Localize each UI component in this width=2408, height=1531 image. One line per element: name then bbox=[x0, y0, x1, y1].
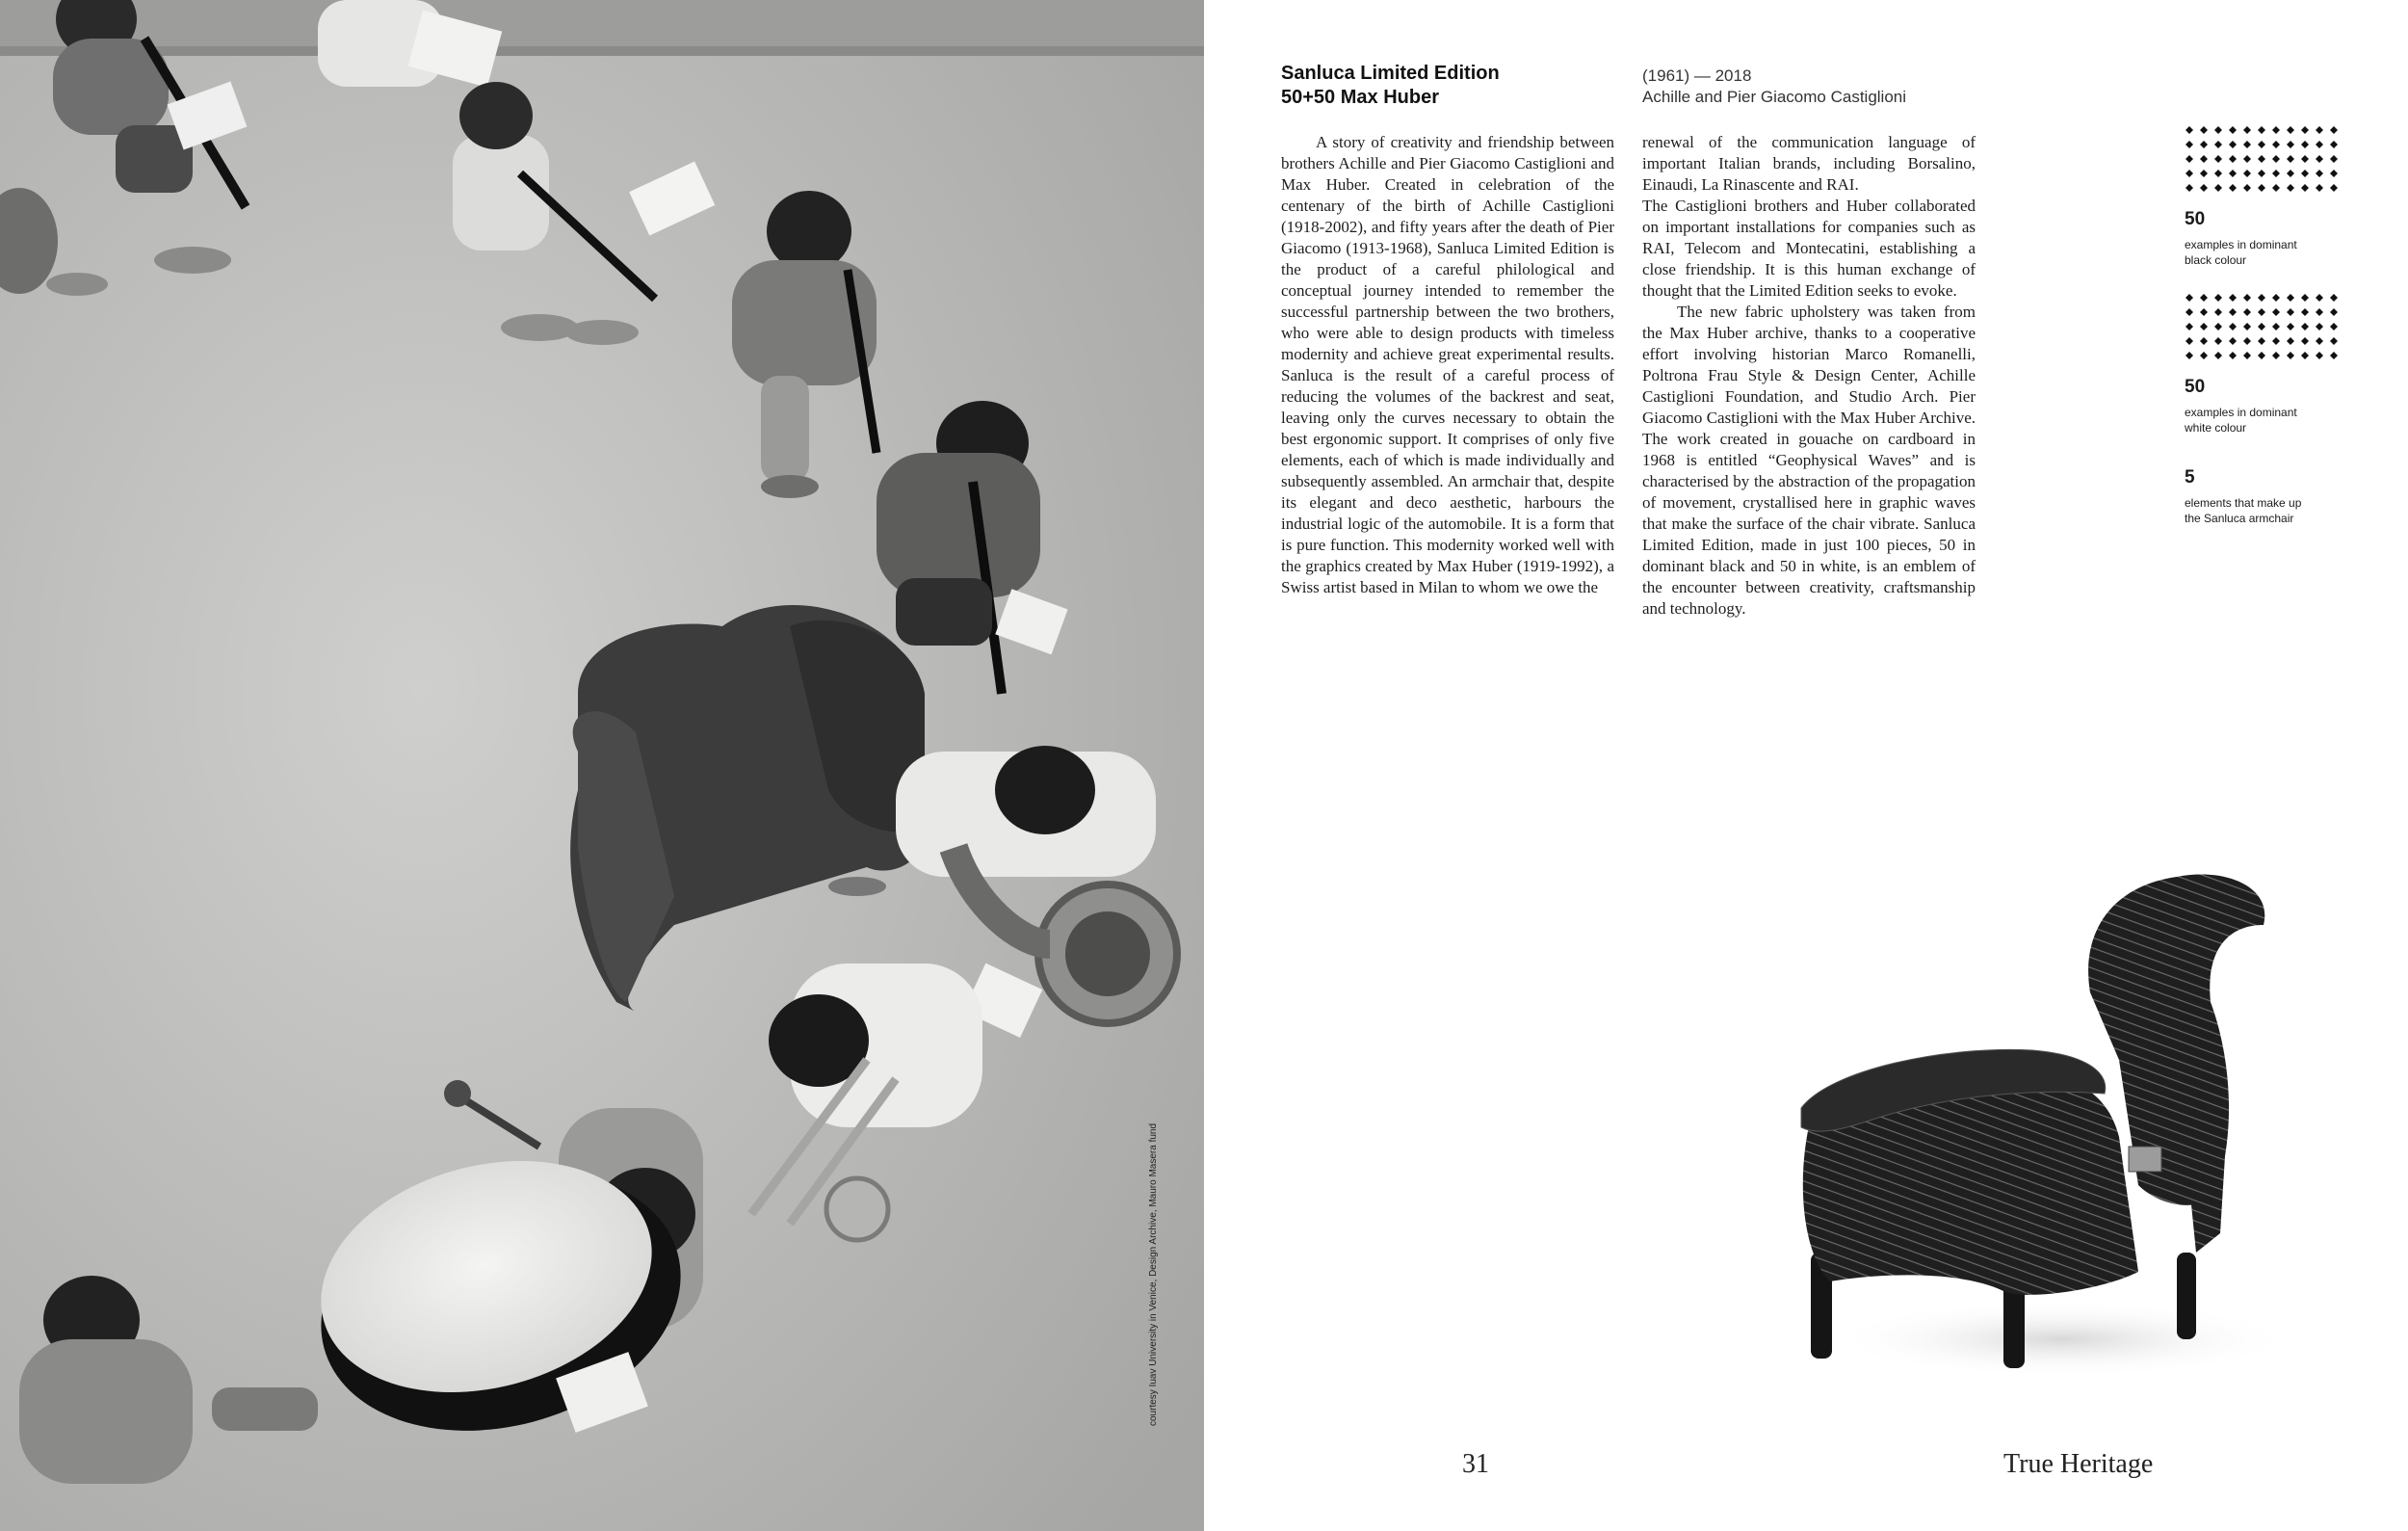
stat-number: 50 bbox=[2185, 377, 2206, 397]
dot-mark bbox=[2200, 184, 2208, 192]
dot-mark bbox=[2258, 170, 2265, 177]
dot-mark bbox=[2243, 337, 2251, 345]
dot-mark bbox=[2186, 337, 2193, 345]
dot-mark bbox=[2200, 352, 2208, 359]
dot-mark bbox=[2272, 308, 2280, 316]
dot-mark bbox=[2243, 170, 2251, 177]
dot-mark bbox=[2301, 323, 2309, 330]
dot-mark bbox=[2229, 170, 2237, 177]
dot-mark bbox=[2258, 141, 2265, 148]
dot-mark bbox=[2272, 294, 2280, 302]
dot-mark bbox=[2186, 126, 2193, 134]
dot-mark bbox=[2272, 352, 2280, 359]
dot-mark bbox=[2287, 323, 2294, 330]
dot-mark bbox=[2229, 126, 2237, 134]
dot-mark bbox=[2214, 294, 2222, 302]
dot-mark bbox=[2243, 352, 2251, 359]
article-dates: (1961) — 2018 bbox=[1642, 66, 1752, 85]
dot-mark bbox=[2272, 155, 2280, 163]
dot-mark bbox=[2229, 184, 2237, 192]
dot-mark bbox=[2330, 323, 2338, 330]
text-column-1 bbox=[1281, 132, 1614, 598]
dot-mark bbox=[2316, 184, 2323, 192]
dot-mark bbox=[2272, 323, 2280, 330]
dot-mark bbox=[2316, 337, 2323, 345]
dot-mark bbox=[2287, 141, 2294, 148]
dot-mark bbox=[2200, 141, 2208, 148]
dot-mark bbox=[2214, 352, 2222, 359]
dot-grid-white-icon bbox=[2185, 293, 2348, 370]
dot-mark bbox=[2301, 141, 2309, 148]
stat-label: examples in dominant black colour bbox=[2185, 238, 2297, 267]
stat-number: 5 bbox=[2185, 467, 2195, 488]
dot-mark bbox=[2200, 308, 2208, 316]
dot-mark bbox=[2186, 323, 2193, 330]
dot-mark bbox=[2316, 170, 2323, 177]
dot-mark bbox=[2200, 337, 2208, 345]
dot-mark bbox=[2258, 294, 2265, 302]
dot-mark bbox=[2287, 155, 2294, 163]
dot-mark bbox=[2214, 337, 2222, 345]
stat-white-examples bbox=[2185, 293, 2348, 436]
dot-mark bbox=[2214, 141, 2222, 148]
dot-mark bbox=[2316, 155, 2323, 163]
dot-mark bbox=[2243, 308, 2251, 316]
stat-black-examples bbox=[2185, 125, 2348, 268]
dot-mark bbox=[2229, 337, 2237, 345]
dot-mark bbox=[2258, 323, 2265, 330]
dot-mark bbox=[2186, 352, 2193, 359]
dot-mark bbox=[2229, 155, 2237, 163]
dot-mark bbox=[2301, 352, 2309, 359]
dot-mark bbox=[2272, 337, 2280, 345]
dot-mark bbox=[2229, 141, 2237, 148]
dot-mark bbox=[2330, 308, 2338, 316]
dot-mark bbox=[2316, 294, 2323, 302]
dot-mark bbox=[2214, 170, 2222, 177]
dot-mark bbox=[2272, 184, 2280, 192]
dot-mark bbox=[2301, 308, 2309, 316]
dot-mark bbox=[2243, 294, 2251, 302]
dot-mark bbox=[2301, 337, 2309, 345]
dot-mark bbox=[2316, 352, 2323, 359]
dot-mark bbox=[2186, 294, 2193, 302]
dot-mark bbox=[2272, 141, 2280, 148]
stat-elements bbox=[2185, 466, 2301, 526]
article-meta bbox=[1642, 66, 1906, 108]
dot-mark bbox=[2272, 126, 2280, 134]
dot-mark bbox=[2243, 184, 2251, 192]
dot-mark bbox=[2229, 323, 2237, 330]
dot-mark bbox=[2186, 308, 2193, 316]
dot-mark bbox=[2200, 323, 2208, 330]
body-paragraph-3: The Castiglioni brothers and Huber collaborated on important installations for companies such as RAI, Telecom and Montecatini, establishing a close friendship. It is this human exchange of thought that the Limited Edition seeks to evoke. bbox=[1642, 197, 1976, 300]
armchair-illustration bbox=[1772, 867, 2292, 1387]
text-column-2 bbox=[1642, 132, 1976, 620]
dot-mark bbox=[2258, 184, 2265, 192]
dot-mark bbox=[2200, 155, 2208, 163]
dot-mark bbox=[2214, 308, 2222, 316]
dot-mark bbox=[2186, 155, 2193, 163]
dot-mark bbox=[2287, 184, 2294, 192]
dot-mark bbox=[2258, 352, 2265, 359]
stat-label: examples in dominant white colour bbox=[2185, 406, 2297, 435]
dot-grid-black-icon bbox=[2185, 125, 2348, 202]
dot-mark bbox=[2316, 323, 2323, 330]
running-title: True Heritage bbox=[2003, 1449, 2154, 1479]
dot-mark bbox=[2330, 352, 2338, 359]
page-number: 31 bbox=[1462, 1449, 1489, 1479]
dot-mark bbox=[2287, 294, 2294, 302]
dot-mark bbox=[2243, 141, 2251, 148]
dot-mark bbox=[2330, 155, 2338, 163]
dot-mark bbox=[2214, 323, 2222, 330]
dot-mark bbox=[2301, 155, 2309, 163]
body-paragraph-1: A story of creativity and friendship between brothers Achille and Pier Giacomo Castiglioni and Max Huber. Created in celebration of the centenary of the birth of Achille Castiglioni (1918-2002), and fifty years after the death of Pier Giacomo (1913-1968), Sanluca Limited Edition is the product of a careful philological and conceptual journey intended to remember the successful partnership between the two brothers, who were able to design products with timeless modernity and achieve great experimental results. Sanluca is the result of a careful process of reducing the volumes of the backrest and seat, leaving only the curves necessary to obtain the best ergonomic support. It comprises of only five elements, each of which is made individually and subsequently assembled. An armchair that, despite its elegant and deco aesthetic, harbours the industrial logic of the automobile. It is a form that is pure function. This modernity worked well with the graphics created by Max Huber (1919-1992), a Swiss artist based in Milan to whom we owe the bbox=[1281, 133, 1614, 596]
dot-mark bbox=[2214, 184, 2222, 192]
dot-mark bbox=[2229, 308, 2237, 316]
dot-mark bbox=[2287, 337, 2294, 345]
dot-mark bbox=[2330, 337, 2338, 345]
body-paragraph-2: renewal of the communication language of important Italian brands, including Borsalino, Einaudi, La Rinascente and RAI. bbox=[1642, 133, 1976, 194]
dot-mark bbox=[2272, 170, 2280, 177]
dot-mark bbox=[2258, 337, 2265, 345]
dot-mark bbox=[2186, 184, 2193, 192]
dot-mark bbox=[2229, 294, 2237, 302]
dot-mark bbox=[2229, 352, 2237, 359]
dot-mark bbox=[2301, 170, 2309, 177]
dot-mark bbox=[2330, 170, 2338, 177]
dot-mark bbox=[2186, 170, 2193, 177]
dot-mark bbox=[2330, 126, 2338, 134]
dot-mark bbox=[2287, 170, 2294, 177]
photo-credit: courtesy Iuav University in Venice, Design Archive, Mauro Masera fund bbox=[1148, 1122, 1159, 1426]
dot-mark bbox=[2214, 126, 2222, 134]
dot-mark bbox=[2330, 141, 2338, 148]
dot-mark bbox=[2243, 126, 2251, 134]
dot-mark bbox=[2258, 126, 2265, 134]
dot-mark bbox=[2330, 294, 2338, 302]
dot-mark bbox=[2200, 170, 2208, 177]
dot-mark bbox=[2200, 126, 2208, 134]
dot-mark bbox=[2301, 126, 2309, 134]
dot-mark bbox=[2287, 352, 2294, 359]
dot-mark bbox=[2316, 141, 2323, 148]
dot-mark bbox=[2243, 323, 2251, 330]
dot-mark bbox=[2214, 155, 2222, 163]
sanluca-armchair-image bbox=[1772, 867, 2292, 1392]
article-designers: Achille and Pier Giacomo Castiglioni bbox=[1642, 88, 1907, 106]
dot-mark bbox=[2301, 294, 2309, 302]
dot-mark bbox=[2330, 184, 2338, 192]
dot-mark bbox=[2287, 126, 2294, 134]
dot-mark bbox=[2301, 184, 2309, 192]
body-paragraph-4: The new fabric upholstery was taken from the Max Huber archive, thanks to a cooperative effort involving historian Marco Romanelli, Poltrona Frau Style & Design Center, Achille Castiglioni Foundation, and Studio Arch. Pier Giacomo Castiglioni with the Max Huber Archive. The work created in gouache on cardboard in 1968 is entitled “Geophysical Waves” and is characterised by the abstraction of the propagation of movement, crystallised here in graphic waves that make the surface of the chair vibrate. Sanluca Limited Edition, made in just 100 pieces, 50 in dominant black and 50 in white, is an emblem of the encounter between creativity, craftsmanship and technology. bbox=[1642, 303, 1976, 618]
dot-mark bbox=[2287, 308, 2294, 316]
stat-label: elements that make up the Sanluca armchair bbox=[2185, 496, 2302, 525]
title-line-2: 50+50 Max Huber bbox=[1281, 87, 1439, 108]
dot-mark bbox=[2258, 308, 2265, 316]
article-title bbox=[1281, 62, 1500, 110]
dot-mark bbox=[2243, 155, 2251, 163]
dot-mark bbox=[2316, 308, 2323, 316]
dot-mark bbox=[2258, 155, 2265, 163]
stat-number: 50 bbox=[2185, 209, 2206, 229]
dot-mark bbox=[2200, 294, 2208, 302]
dot-mark bbox=[2316, 126, 2323, 134]
dot-mark bbox=[2186, 141, 2193, 148]
title-line-1: Sanluca Limited Edition bbox=[1281, 63, 1500, 84]
